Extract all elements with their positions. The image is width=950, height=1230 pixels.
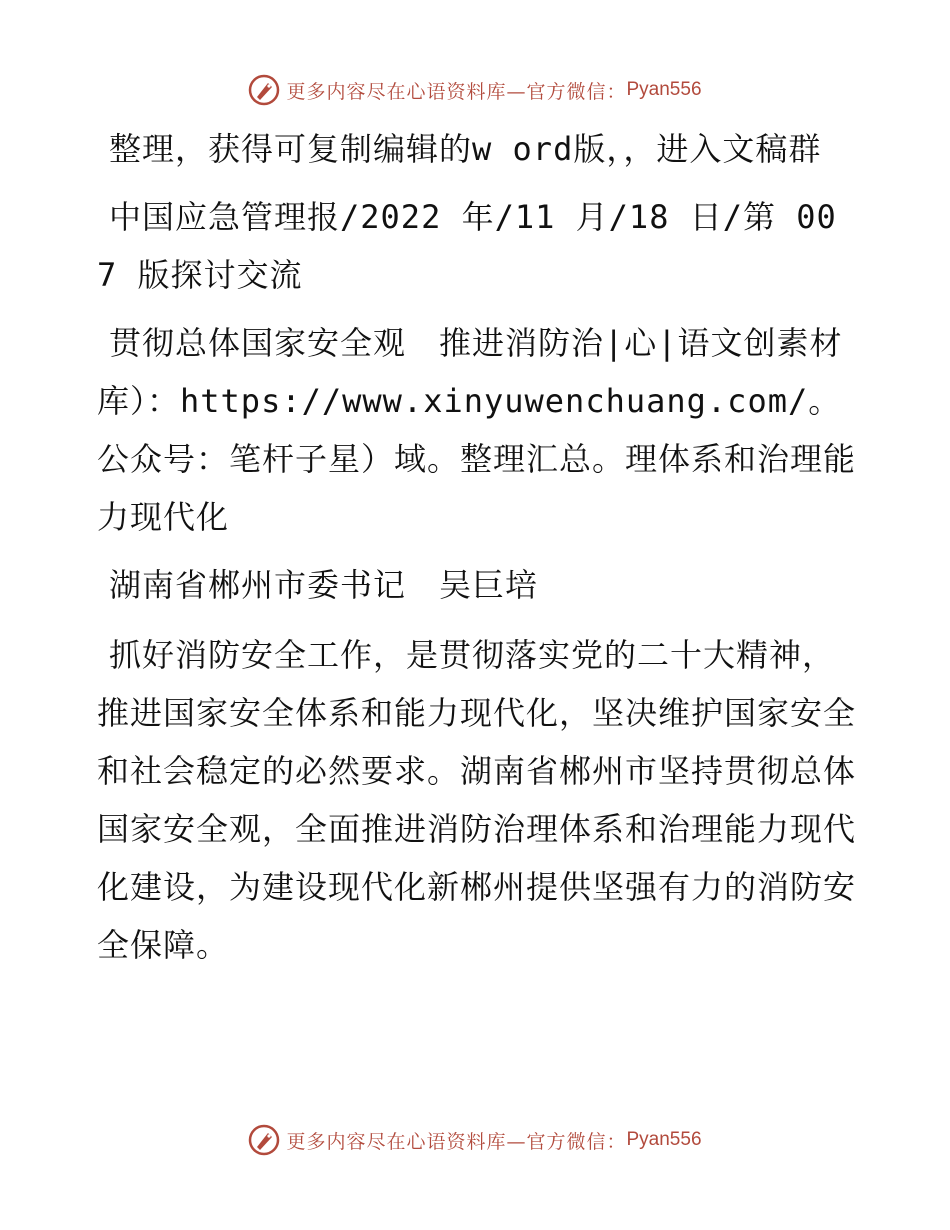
banner-text: 更多内容尽在心语资料库—官方微信： [286, 80, 627, 103]
document-body [97, 120, 857, 984]
paragraph-author: 湖南省郴州市委书记 吴巨培 [109, 566, 539, 604]
banner-wechat-id: Pyan556 [626, 79, 702, 100]
banner-text: 更多内容尽在心语资料库—官方微信： [286, 1130, 627, 1153]
paragraph-title: 贯彻总体国家安全观 推进消防治|心|语文创素材库）：https://www.xinyuwenchuang.com/。公众号：笔杆子星）域。整理汇总。理体系和治理能力现代化 [97, 324, 857, 536]
header-banner [0, 70, 950, 110]
paragraph-source: 中国应急管理报/2022 年/11 月/18 日/第 007 版探讨交流 [97, 198, 837, 294]
paragraph-body: 抓好消防安全工作，是贯彻落实党的二十大精神，推进国家安全体系和能力现代化，坚决维护国家安全和社会稳定的必然要求。湖南省郴州市坚持贯彻总体国家安全观，全面推进消防治理体系和治理能力现代化建设，为建设现代化新郴州提供坚强有力的消防安全保障。 [97, 636, 857, 964]
paragraph-intro: 整理，获得可复制编辑的w ord版，，进入文稿群 [109, 130, 822, 168]
pen-nib-logo-icon [248, 1124, 280, 1156]
banner-wechat-id: Pyan556 [626, 1129, 702, 1150]
pen-nib-logo-icon [248, 74, 280, 106]
footer-banner [0, 1120, 950, 1160]
